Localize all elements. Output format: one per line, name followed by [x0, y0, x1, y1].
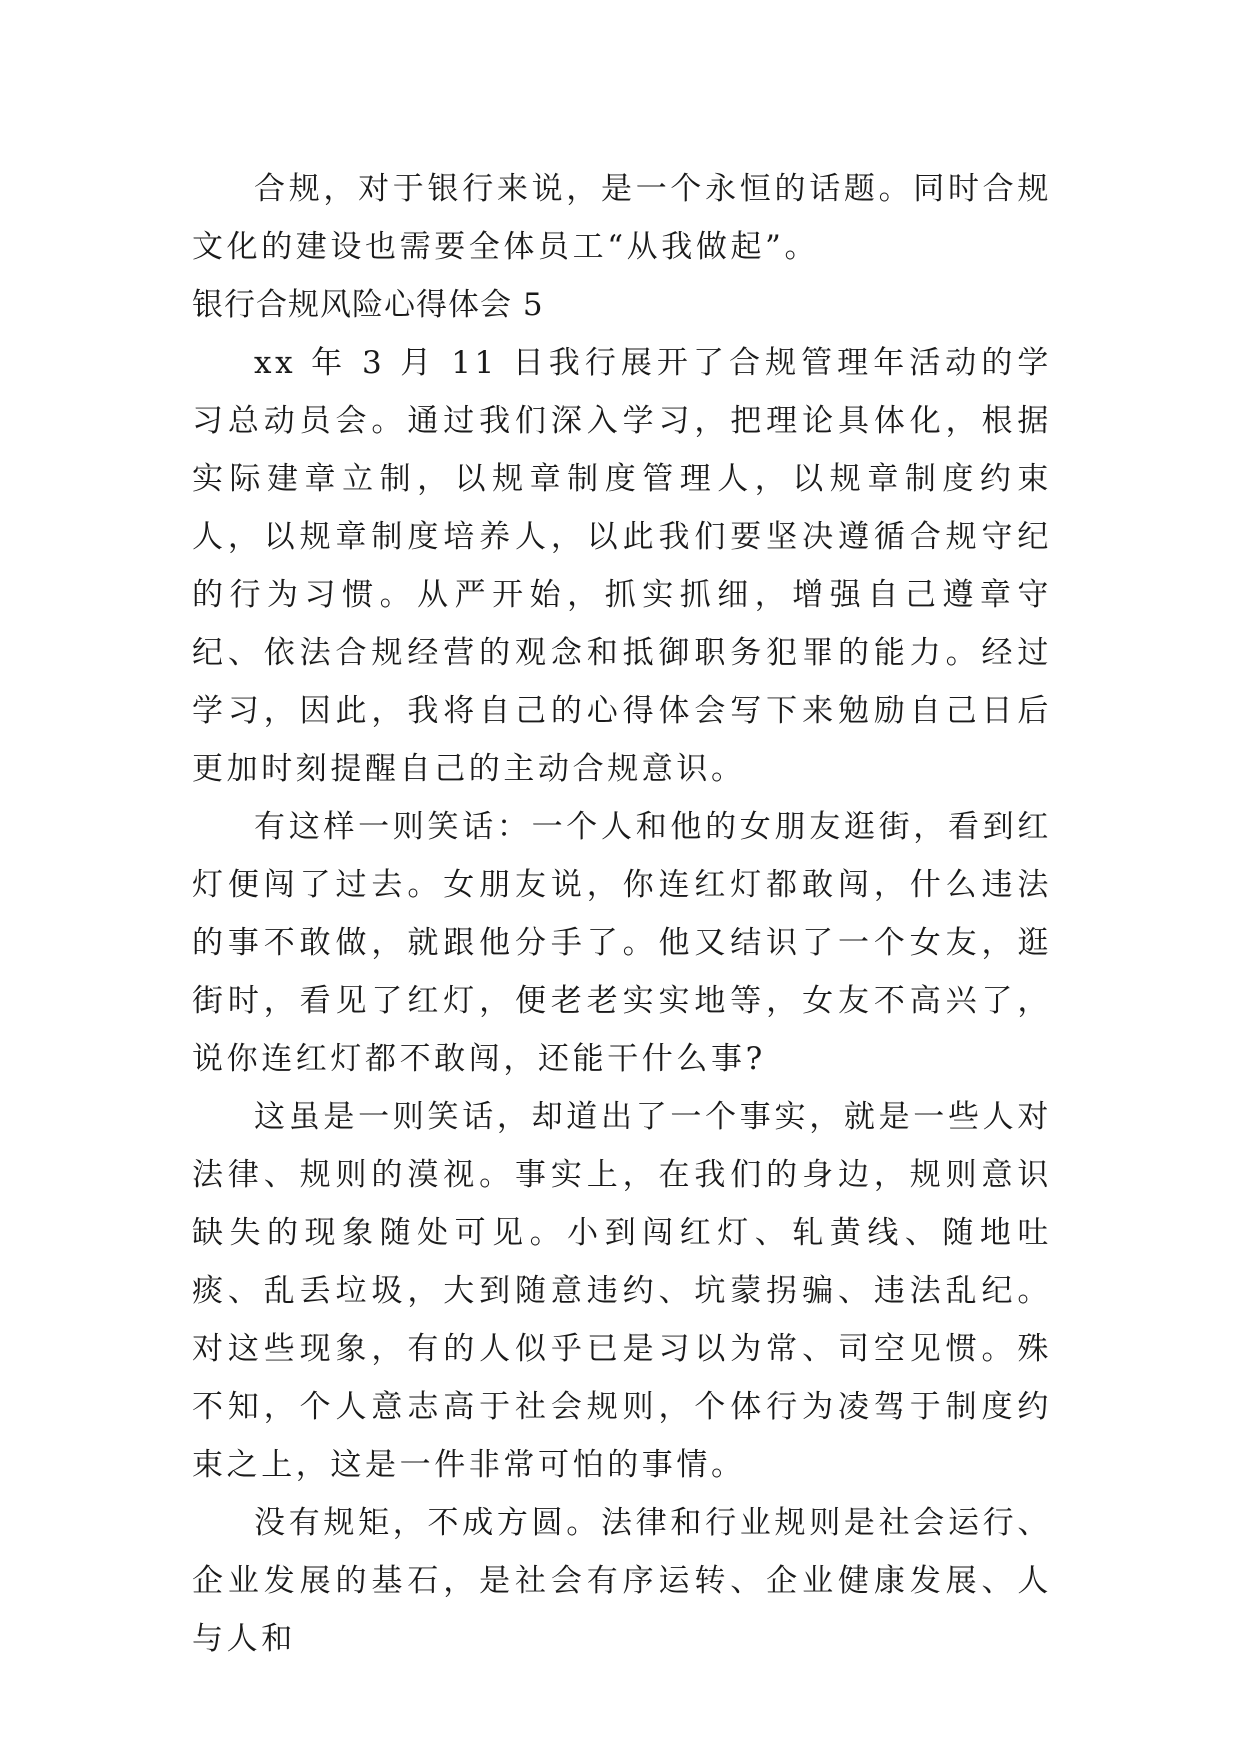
- paragraph-joke: 有这样一则笑话：一个人和他的女朋友逛街，看到红灯便闯了过去。女朋友说，你连红灯都敢闯，什么违法的事不敢做，就跟他分手了。他又结识了一个女友，逛街时，看见了红灯，便老老实实地等，女友不高兴了，说你连红灯都不敢闯，还能干什么事?: [192, 809, 1052, 1077]
- document-body: [192, 160, 1052, 1668]
- paragraph-study-meeting: xx 年 3 月 11 日我行展开了合规管理年活动的学习总动员会。通过我们深入学习，把理论具体化，根据实际建章立制，以规章制度管理人，以规章制度约束人，以规章制度培养人，以此我们要坚决遵循合规守纪的行为习惯。从严开始，抓实抓细，增强自己遵章守纪、依法合规经营的观念和抵御职务犯罪的能力。经过学习，因此，我将自己的心得体会写下来勉励自己日后更加时刻提醒自己的主动合规意识。: [192, 345, 1052, 787]
- paragraph-compliance-intro: 合规，对于银行来说，是一个永恒的话题。同时合规文化的建设也需要全体员工“从我做起”。: [192, 171, 1052, 265]
- paragraph-rules-foundation: 没有规矩，不成方圆。法律和行业规则是社会运行、企业发展的基石，是社会有序运转、企业健康发展、人与人和: [192, 1505, 1052, 1657]
- section-heading: 银行合规风险心得体会 5: [192, 287, 544, 323]
- paragraph-rule-disregard: 这虽是一则笑话，却道出了一个事实，就是一些人对法律、规则的漠视。事实上，在我们的身边，规则意识缺失的现象随处可见。小到闯红灯、轧黄线、随地吐痰、乱丢垃圾，大到随意违约、坑蒙拐骗、违法乱纪。对这些现象，有的人似乎已是习以为常、司空见惯。殊不知，个人意志高于社会规则，个体行为凌驾于制度约束之上，这是一件非常可怕的事情。: [192, 1099, 1052, 1483]
